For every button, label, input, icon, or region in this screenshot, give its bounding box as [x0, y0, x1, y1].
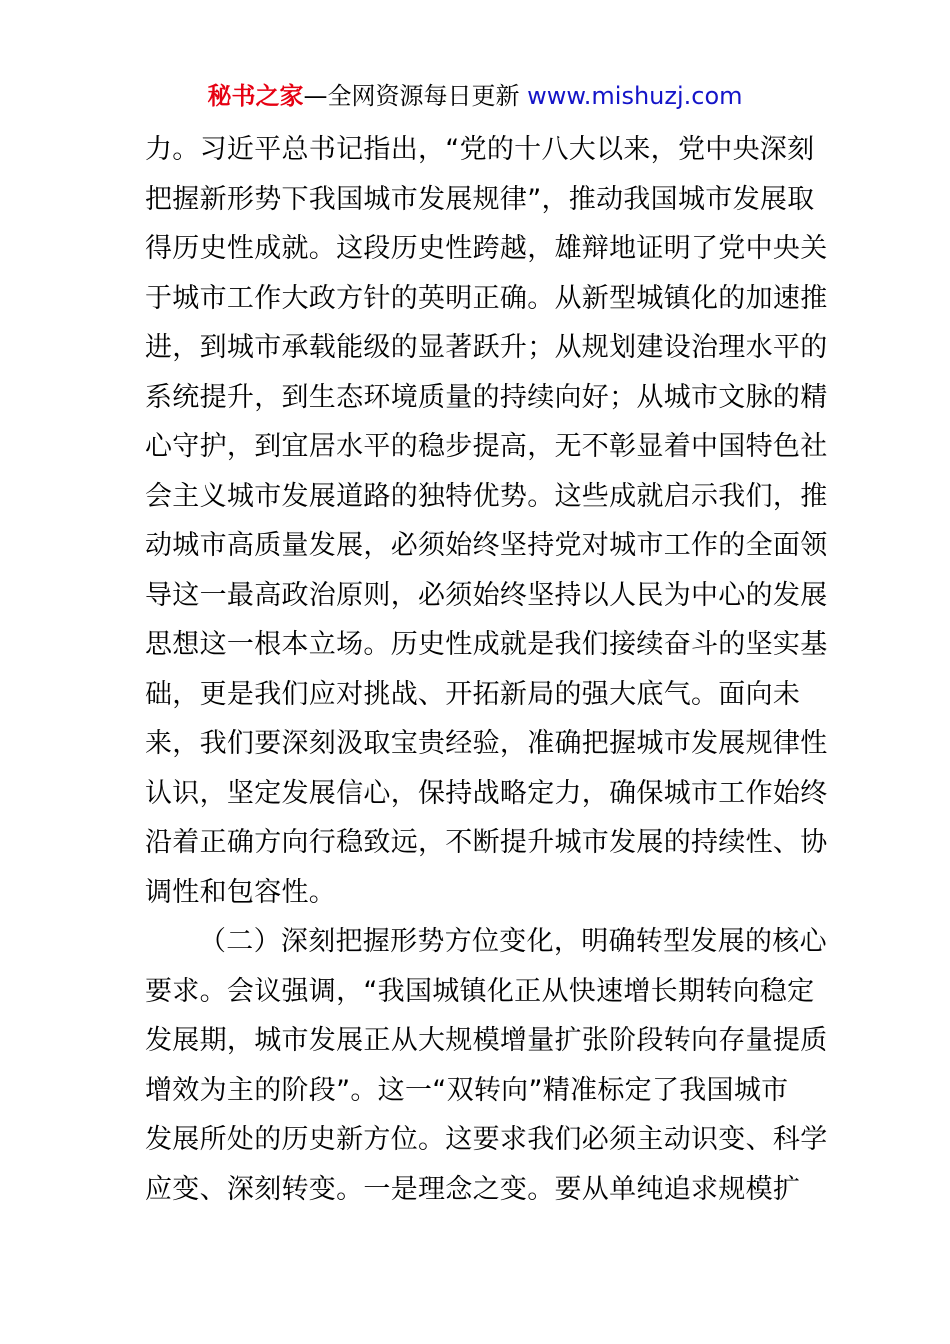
brand-name: 秘书之家 [207, 82, 304, 110]
text-line: 系统提升，到生态环境质量的持续向好；从城市文脉的精 [145, 381, 828, 413]
text-line: 应变、深刻转变。一是理念之变。要从单纯追求规模扩 [145, 1173, 801, 1205]
site-url-link[interactable]: www.mishuzj.com [527, 82, 743, 110]
text-line: 心守护，到宜居水平的稳步提高，无不彰显着中国特色社 [145, 431, 828, 462]
text-line: 于城市工作大政方针的英明正确。从新型城镇化的加速推 [145, 282, 828, 314]
document-body [145, 125, 828, 1214]
text-line: 进，到城市承载能级的显著跃升；从规划建设治理水平的 [145, 332, 828, 363]
text-line: 增效为主的阶段”。这一“双转向”精准标定了我国城市 [145, 1074, 789, 1106]
text-line: 动城市高质量发展，必须始终坚持党对城市工作的全面领 [145, 530, 828, 561]
text-line: 力。习近平总书记指出，“党的十八大以来，党中央深刻 [145, 134, 815, 165]
header-tagline: —全网资源每日更新 [303, 82, 520, 110]
text-line: 来，我们要深刻汲取宝贵经验，准确把握城市发展规律性 [145, 728, 828, 759]
text-line: 发展期，城市发展正从大规模增量扩张阶段转向存量提质 [145, 1025, 828, 1056]
site-header [0, 80, 950, 112]
text-line: 导这一最高政治原则，必须始终坚持以人民为中心的发展 [145, 579, 828, 611]
text-line: 础，更是我们应对挑战、开拓新局的强大底气。面向未 [145, 678, 801, 710]
section-heading-line: （二）深刻把握形势方位变化，明确转型发展的核心 [199, 926, 827, 957]
text-line: 把握新形势下我国城市发展规律”，推动我国城市发展取 [145, 183, 815, 215]
text-line: 要求。会议强调，“我国城镇化正从快速增长期转向稳定 [145, 975, 815, 1007]
text-line: 沿着正确方向行稳致远，不断提升城市发展的持续性、协 [145, 827, 828, 858]
text-line: 认识，坚定发展信心，保持战略定力，确保城市工作始终 [145, 777, 828, 809]
text-line: 思想这一根本立场。历史性成就是我们接续奋斗的坚实基 [145, 629, 828, 660]
text-line: 会主义城市发展道路的独特优势。这些成就启示我们，推 [145, 480, 828, 512]
text-line: 得历史性成就。这段历史性跨越，雄辩地证明了党中央关 [145, 233, 828, 264]
text-line: 调性和包容性。 [145, 876, 337, 908]
text-line: 发展所处的历史新方位。这要求我们必须主动识变、科学 [145, 1124, 828, 1155]
